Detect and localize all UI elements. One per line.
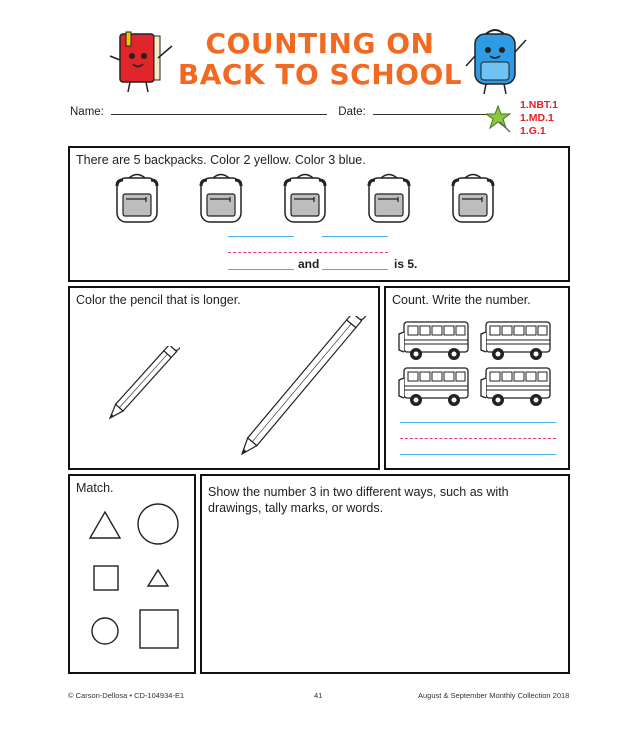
bus-answer-guide-dashed [400,438,556,439]
backpack-icon[interactable] [282,170,328,229]
backpack-icon[interactable] [198,170,244,229]
footer-collection: August & September Monthly Collection 2018 [418,691,570,700]
school-bus-icon [398,364,472,413]
school-bus-icon [480,318,554,367]
standard-3: 1.G.1 [520,125,546,137]
is-5-label: is 5. [394,257,418,271]
answer-guide-dashed [228,252,388,253]
match-prompt: Match. [76,481,114,495]
answer-line-2[interactable] [322,236,388,237]
backpacks-box [68,146,570,282]
backpack-icon[interactable] [366,170,412,229]
bus-answer-line-top[interactable] [400,422,556,423]
book-mascot-icon [100,28,180,98]
page-number: 41 [314,691,323,700]
pencils-box [68,286,380,470]
footer-copyright: © Carson-Dellosa • CD-104934-E1 [68,691,185,700]
buses-prompt: Count. Write the number. [392,293,531,307]
title-line-1: COUNTING ON [205,27,435,60]
large-circle-shape[interactable] [136,502,180,546]
pushpin-icon [486,104,516,134]
pencils-prompt: Color the pencil that is longer. [76,293,241,307]
large-triangle-shape[interactable] [88,510,122,540]
answer-line-1[interactable] [228,236,294,237]
name-label: Name: [70,106,104,118]
small-square-shape[interactable] [92,564,120,592]
standard-1: 1.NBT.1 [520,99,558,111]
long-pencil-icon[interactable] [234,316,374,462]
title-line-2: BACK TO SCHOOL [177,58,463,91]
date-field[interactable] [373,114,495,115]
show-three-box[interactable] [200,474,570,674]
backpack-mascot-icon [460,26,530,100]
bus-answer-line-bottom[interactable] [400,454,556,455]
standards-list [520,99,558,138]
name-field[interactable] [111,114,327,115]
name-date-row [70,106,495,118]
school-bus-icon [480,364,554,413]
answer-blank-1[interactable] [228,269,294,270]
page-title [170,28,470,90]
backpack-icon[interactable] [450,170,496,229]
match-box [68,474,196,674]
answer-blank-2[interactable] [322,269,388,270]
buses-box [384,286,570,470]
show-three-prompt: Show the number 3 in two different ways, such as with drawings, tally marks, or words. [208,485,509,515]
backpack-icon[interactable] [114,170,160,229]
short-pencil-icon[interactable] [100,346,180,428]
small-triangle-shape[interactable] [146,568,170,588]
date-label: Date: [338,106,366,118]
backpacks-prompt: There are 5 backpacks. Color 2 yellow. Color 3 blue. [76,153,366,167]
and-label: and [298,257,320,271]
large-square-shape[interactable] [138,608,180,650]
standard-2: 1.MD.1 [520,112,554,124]
small-circle-shape[interactable] [90,616,120,646]
school-bus-icon [398,318,472,367]
